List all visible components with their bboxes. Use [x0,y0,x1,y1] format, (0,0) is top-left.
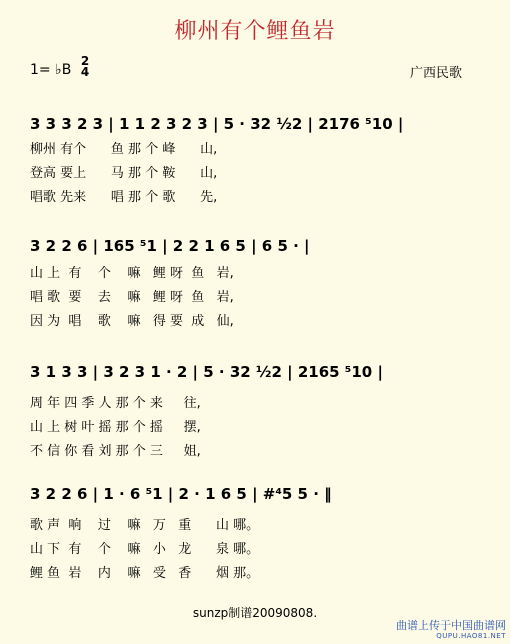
notes-line: 3 3 3 2 3 | 1 1 2 3 2 3 | 5 · 32 ½2 | 2176 ⁵10 | [30,115,404,133]
lyric-line: 山 下 有 个 嘛 小 龙 泉 哪。 [30,542,260,557]
notation-line-4 [0,474,510,514]
watermark-line-2: QUPU.HAO81.NET [436,632,506,640]
key-signature: 1= ♭B [30,62,72,78]
lyric-line: 柳州 有个 鱼 那 个 峰 山, [30,142,218,157]
lyric-line: 不 信 你 看 刘 那 个 三 姐, [30,444,201,459]
score-title: 柳州有个鲤鱼岩 [174,19,336,44]
time-sig-bottom: 4 [80,65,90,79]
notes-line: 3 2 2 6 | 1 · 6 ⁵1 | 2 · 1 6 5 | #⁴5 5 · ‖ [30,485,332,503]
notation-line-3 [0,352,510,392]
score-system-3 [0,352,510,472]
site-watermark [396,620,506,642]
lyric-line: 山 上 树 叶 摇 那 个 摇 摆, [30,420,201,435]
lyric-line: 唱 歌 要 去 嘛 鲤 呀 鱼 岩, [30,290,234,305]
transcriber-credit: sunzp制谱20090808. [192,606,318,620]
time-signature [80,56,90,78]
notes-line: 3 2 2 6 | 165 ⁵1 | 2 2 1 6 5 | 6 5 · | [30,237,310,255]
lyric-line: 歌 声 响 过 嘛 万 重 山 哪。 [30,518,260,533]
genre-label: 广西民歌 [410,66,463,81]
lyric-line: 鲤 鱼 岩 内 嘛 受 香 烟 那。 [30,566,260,581]
lyric-line: 周 年 四 季 人 那 个 来 往, [30,396,201,411]
lyric-line: 唱歌 先来 唱 那 个 歌 先, [30,190,218,205]
time-sig-top: 2 [80,54,90,68]
score-system-1 [0,104,510,224]
notation-line-2 [0,226,510,266]
lyric-line: 因 为 唱 歌 嘛 得 要 成 仙, [30,314,234,329]
score-system-2 [0,226,510,346]
score-system-4 [0,474,510,594]
lyric-line: 山 上 有 个 嘛 鲤 呀 鱼 岩, [30,266,234,281]
notes-line: 3 1 3 3 | 3 2 3 1 · 2 | 5 · 32 ½2 | 2165 ⁵10 | [30,363,383,381]
lyric-line: 登高 要上 马 那 个 鞍 山, [30,166,218,181]
watermark-line-1: 曲谱上传于中国曲谱网 [396,619,506,632]
